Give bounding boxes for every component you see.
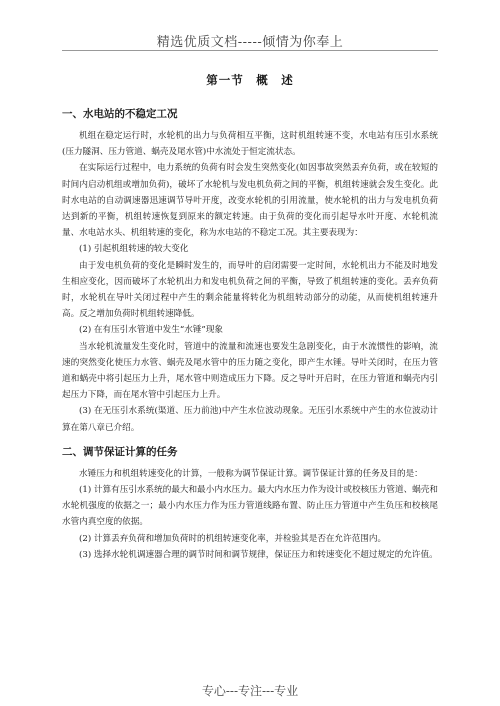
page-header: 精选优质文档-----倾情为你奉上	[156, 35, 344, 50]
list-item-heading: (2) 在有压引水管道中发生“水锤”现象	[79, 325, 224, 336]
chapter-title: 第一节 概 述	[206, 73, 294, 87]
paragraph: 由于发电机负荷的变化是瞬时发生的，而导叶的启闭需要一定时间，水轮机出力不能及时地发生相应变化，因而破坏了水轮机出力和发电机负荷之间的平衡，导致了机组转速的变化。丢弃负荷时，水轮机在导叶关闭过程中产生的剩余能量将转化为机组转动部分的动能，从而使机组转速升高。反之增加负荷时机组转速降低。	[62, 260, 438, 320]
paragraph: 机组在稳定运行时，水轮机的出力与负荷相互平衡，这时机组转速不变，水电站有压引水系统(压力隧洞、压力管道、蜗壳及尾水管)中水流处于恒定流状态。	[62, 131, 438, 158]
header-divider	[62, 50, 438, 51]
paragraph: (1) 计算有压引水系统的最大和最小内水压力。最大内水压力作为设计或校核压力管道、蜗壳和水轮机强度的依据之一；最小内水压力作为压力管道线路布置、防止压力管道中产生负压和校核尾水管内真空度的依据。	[62, 485, 438, 528]
section-heading-2: 二、调节保证计算的任务	[62, 445, 178, 458]
paragraph: (3) 选择水轮机调速器合理的调节时间和调节规律，保证压力和转速变化不超过规定的允许值。	[79, 549, 438, 560]
section-heading-1: 一、水电站的不稳定工况	[62, 108, 178, 120]
section-gap	[62, 436, 438, 444]
list-item-heading: (1) 引起机组转速的较大变化	[79, 244, 189, 255]
paragraph: (2) 计算丢弃负荷和增加负荷时的机组转速变化率，并检验其是否在允许范围内。	[79, 533, 387, 544]
paragraph: 在实际运行过程中，电力系统的负荷有时会发生突然变化(如因事故突然丢弃负荷，或在较短的时间内启动机组或增加负荷)，破坏了水轮机与发电机负荷之间的平衡，机组转速就会发生变化。此时水电站的自动调速器迅速调节导叶开度，改变水轮机的引用流量，使水轮机的出力与发电机负荷达到新的平衡，机组转速恢复到原来的额定转速。由于负荷的变化而引起导水叶开度、水轮机流量、水电站水头、机组转速的变化，称为水电站的不稳定工况。其主要表现为：	[62, 163, 438, 239]
page-footer: 专心---专注---专业	[201, 684, 299, 698]
document-body	[62, 72, 438, 563]
paragraph: (3) 在无压引水系统(渠道、压力前池)中产生水位波动现象。无压引水系统中产生的水位波动计算在第八章已介绍。	[62, 406, 438, 433]
paragraph: 当水轮机流量发生变化时，管道中的流量和流速也要发生急剧变化，由于水流惯性的影响，流速的突然变化使压力水管、蜗壳及尾水管中的压力随之变化，即产生水锤。导叶关闭时，在压力管道和蜗壳中将引起压力上升，尾水管中则造成压力下降。反之导叶开启时，在压力管道和蜗壳内引起压力下降，而在尾水管中引起压力上升。	[62, 341, 438, 401]
paragraph: 水锤压力和机组转速变化的计算，一般称为调节保证计算。调节保证计算的任务及目的是：	[79, 468, 423, 479]
